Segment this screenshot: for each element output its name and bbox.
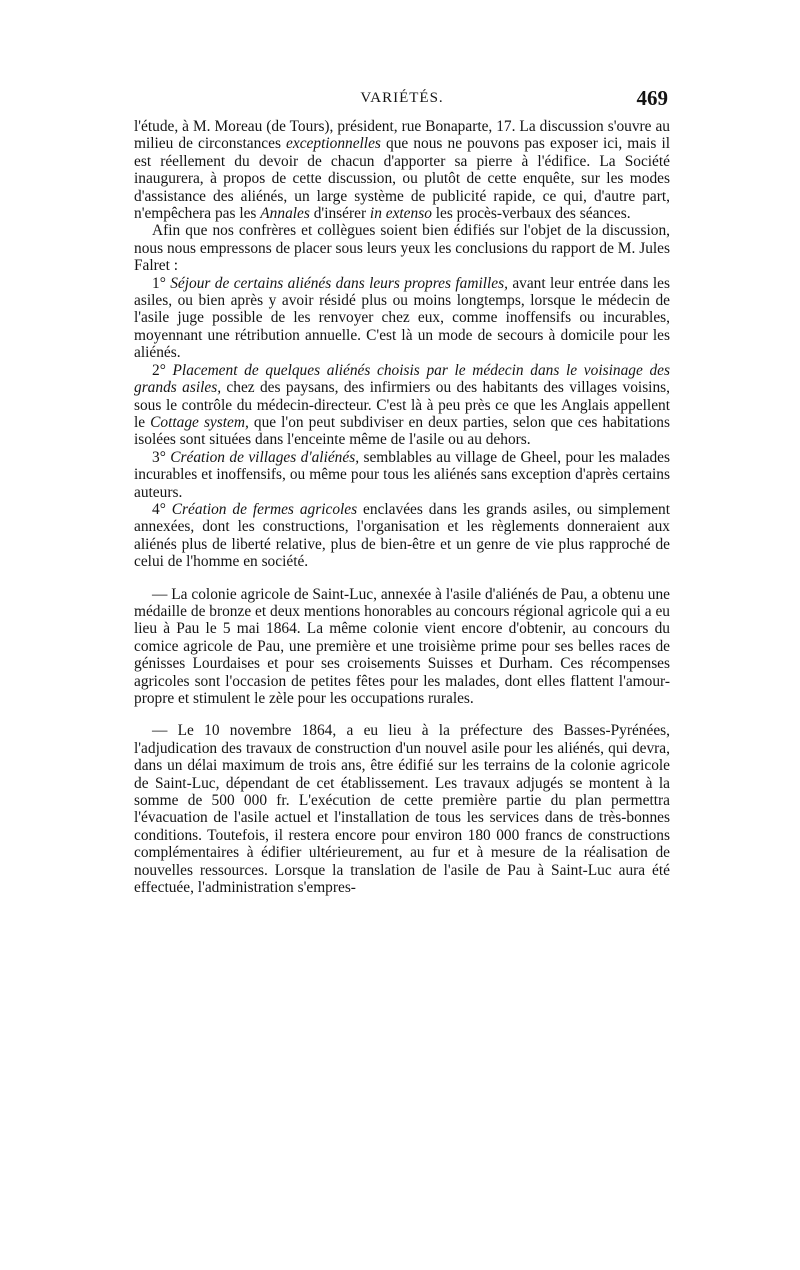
item-title: Placement de quelques aliénés choisis par le médecin dans le voisinage des grands asiles, <box>134 361 670 397</box>
running-title: VARIÉTÉS. <box>360 90 444 106</box>
text-run: les procès-verbaux des séances. <box>431 205 631 223</box>
item-number: 2° <box>152 361 173 379</box>
text-run: d'insérer <box>309 205 370 223</box>
italic-run: Annales <box>260 205 310 223</box>
page <box>134 86 670 896</box>
italic-run: exceptionnelles <box>286 135 381 153</box>
italic-run: in extenso <box>369 205 432 223</box>
page-number: 469 <box>636 86 668 110</box>
list-item-1 <box>134 275 670 362</box>
item-title: Création de villages d'aliénés, <box>170 448 360 466</box>
item-title: Création de fermes agricoles <box>171 500 358 518</box>
item-title: Séjour de certains aliénés dans leurs propres familles, <box>170 274 508 292</box>
item-text: que l'on peut subdiviser en deux parties, selon que ces habitations isolées sont situées dans l'enceinte même de l'asile ou au dehors. <box>134 413 670 449</box>
text-run: l'étude, à M. Moreau (de Tours), président, rue Bonaparte, 17. La discussion s'ouvre au milieu de circonstances <box>134 118 670 153</box>
item-number: 3° <box>152 448 171 466</box>
item-text: avant leur entrée dans les asiles, ou bien après y avoir résidé plus ou moins longtemps, lorsque le médecin de l'asile juge possible de les renvoyer chez eux, comme inoffensifs ou incurables, moyennant une rétribution annuelle. C'est là un mode de secours à domicile pour les aliénés. <box>134 274 670 362</box>
list-item-4 <box>134 501 670 571</box>
paragraph-conclusions-intro: Afin que nos confrères et collègues soient bien édifiés sur l'objet de la discussion, nous nous empressons de placer sous leurs yeux les conclusions du rapport de M. Jules Falret : <box>134 222 670 275</box>
item-number: 1° <box>152 274 171 292</box>
paragraph-colonie-saint-luc: — La colonie agricole de Saint-Luc, annexée à l'asile d'aliénés de Pau, a obtenu une médaille de bronze et deux mentions honorables au concours régional agricole qui a eu lieu à Pau le 5 mai 1864. La même colonie vient encore d'obtenir, au concours du comice agricole de Pau, une première et une troisième prime pour ses belles races de génisses Lourdaises et pour ses croisements Suisses et Durham. Ces récompenses agricoles sont l'occasion de petites fêtes pour les malades, dont elles flattent l'amour-propre et stimulent le zèle pour les occupations rurales. <box>134 585 670 707</box>
page-header <box>134 86 670 112</box>
list-item-3 <box>134 449 670 501</box>
italic-run: Cottage system, <box>150 413 249 431</box>
paragraph-discussion <box>134 118 670 222</box>
item-text: semblables au village de Gheel, pour les malades incurables et inoffensifs, ou même pour tous les aliénés sans exception d'après certains auteurs. <box>134 448 671 501</box>
item-number: 4° <box>152 500 172 518</box>
list-item-2 <box>134 362 670 449</box>
item-text: chez des paysans, des infirmiers ou des habitants des villages voisins, sous le contrôle du médecin-directeur. C'est là à peu près ce que les Anglais appellent le <box>134 379 670 431</box>
item-text: enclavées dans les grands asiles, ou simplement annexées, dont les constructions, l'organisation et les règlements donneraient aux aliénés plus de liberté relative, plus de bien-être et un genre de vie plus rapproché de celui de l'homme en société. <box>134 500 670 571</box>
text-run: que nous ne pouvons pas exposer ici, mais il est réellement du devoir de chacun d'apporter sa pierre à l'édifice. La Société inaugurera, à propos de cette discussion, ou plutôt de cette enquête, sur les modes d'assistance des aliénés, un large système de publicité rapide, ce qui, d'autre part, n'empêchera pas les <box>134 135 671 223</box>
paragraph-adjudication: — Le 10 novembre 1864, a eu lieu à la préfecture des Basses-Pyrénées, l'adjudication des travaux de construction d'un nouvel asile pour les aliénés, qui devra, dans un délai maximum de trois ans, être édifié sur les terrains de la colonie agricole de Saint-Luc, dépendant de cet établissement. Les travaux adjugés se montent à la somme de 500 000 fr. L'exécution de cette première partie du plan permettra l'évacuation de l'asile actuel et l'installation de tous les services dans de très-bonnes conditions. Toutefois, il restera encore pour environ 180 000 francs de constructions complémentaires à édifier ultérieurement, au fur et à mesure de la réalisation de nouvelles ressources. Lorsque la translation de l'asile de Pau à Saint-Luc aura été effectuée, l'administration s'empres- <box>134 722 670 897</box>
